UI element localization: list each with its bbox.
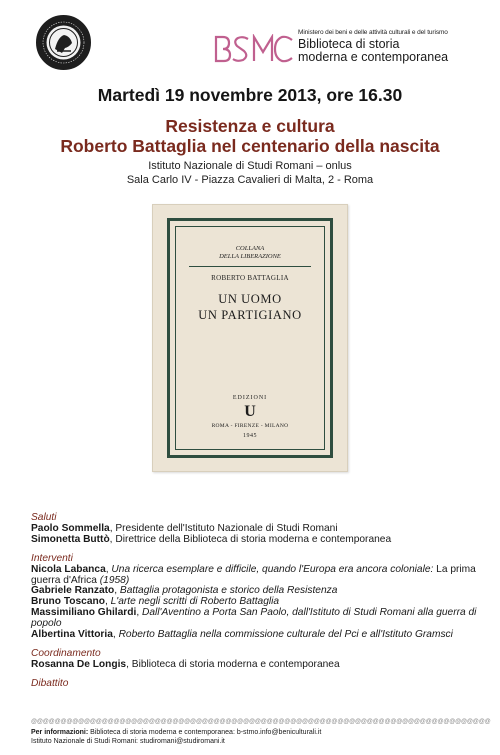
- talk-title: Battaglia protagonista e storico della Resistenza: [119, 585, 338, 597]
- book-cities: ROMA - FIRENZE - MILANO: [211, 423, 289, 429]
- book-title-line1: UN UOMO: [218, 292, 282, 306]
- separator: ,: [112, 629, 119, 641]
- separator: ,: [104, 596, 111, 608]
- info-label: Per informazioni:: [31, 728, 89, 736]
- speaker-name: Nicola Labanca: [31, 563, 106, 575]
- interventi-heading: Interventi: [31, 552, 73, 564]
- speaker-name: Massimiliano Ghilardi: [31, 607, 137, 619]
- info-line: [31, 728, 471, 738]
- book-series-line1: COLLANA: [235, 245, 265, 252]
- speaker-name: Bruno Toscano: [31, 596, 105, 608]
- speaker-entry: [31, 660, 481, 671]
- book-title: [175, 291, 325, 323]
- separator: ,: [114, 585, 120, 597]
- event-date: Martedì 19 novembre 2013, ore 16.30: [97, 85, 403, 105]
- info-text: Biblioteca di storia moderna e contemporanea: b-stmo.info@beniculturali.it: [88, 728, 322, 736]
- book-series: [175, 245, 325, 261]
- talk-title: Dall'Aventino a Porta San Paolo, dall'Istituto di Studi Romani alla guerra di popolo: [31, 607, 477, 630]
- event-title-line1: Resistenza e cultura: [165, 116, 335, 136]
- footer-separator: @@@@@@@@@@@@@@@@@@@@@@@@@@@@@@@@@@@@@@@@@@@@@@@@@@@@@@@@@@@@@@@@@@@@@@@@@@@@@@: [31, 719, 491, 725]
- footer: [31, 718, 491, 747]
- library-name-line2: moderna e contemporanea: [298, 50, 449, 64]
- ministry-label: Ministero dei beni e delle attività culturali e del turismo: [298, 29, 448, 36]
- book-publisher-mark: U: [244, 403, 256, 420]
- istituto-seal-logo: [36, 15, 91, 70]
- book-author: ROBERTO BATTAGLIA: [211, 274, 289, 282]
- speaker-role: , Presidente dell'Istituto Nazionale di Studi Romani: [109, 522, 338, 534]
- separator: ,: [136, 607, 142, 619]
- library-name-line1: Biblioteca di storia: [298, 37, 400, 51]
- talk-title-rest: La prima guerra d'Africa: [31, 563, 476, 586]
- event-venue: [0, 160, 500, 187]
- speaker-name: Albertina Vittoria: [31, 629, 113, 641]
- book-cover-image: [152, 204, 348, 472]
- bsmc-logo: [213, 34, 295, 64]
- program: [31, 513, 481, 690]
- book-title-line2: UN PARTIGIANO: [198, 308, 302, 322]
- dibattito-heading: Dibattito: [31, 677, 69, 689]
- event-title: [0, 116, 500, 156]
- speaker-entry: [31, 608, 481, 630]
- speaker-name: Paolo Sommella: [31, 522, 110, 534]
- speaker-role: , Direttrice della Biblioteca di storia moderna e contemporanea: [109, 533, 392, 545]
- venue-line2: Sala Carlo IV - Piazza Cavalieri di Malta, 2 - Roma: [126, 173, 374, 186]
- saluti-heading: Saluti: [31, 512, 57, 523]
- library-name: [298, 38, 448, 64]
- talk-title-year: (1958): [99, 574, 130, 586]
- event-title-line2: Roberto Battaglia nel centenario della nascita: [60, 136, 440, 156]
- book-publisher: EDIZIONI: [232, 395, 268, 401]
- coordinamento-heading: Coordinamento: [31, 647, 101, 659]
- book-series-line2: DELLA LIBERAZIONE: [219, 253, 281, 260]
- book-year: 1945: [243, 433, 257, 439]
- speaker-role: , Biblioteca di storia moderna e contemporanea: [126, 658, 340, 670]
- talk-title: Una ricerca esemplare e difficile, quando l'Europa era ancora coloniale:: [111, 563, 434, 575]
- talk-title: L'arte negli scritti di Roberto Battaglia: [110, 596, 280, 608]
- speaker-name: Gabriele Ranzato: [31, 585, 115, 597]
- speaker-entry: [31, 630, 481, 641]
- speaker-entry: [31, 565, 481, 587]
- talk-title: Roberto Battaglia nella commissione culturale del Pci e all'Istituto Gramsci: [118, 629, 453, 641]
- separator: ,: [105, 563, 112, 575]
- istituto-contact: Istituto Nazionale di Studi Romani: studiromani@studiromani.it: [31, 738, 225, 745]
- speaker-name: Simonetta Buttò: [31, 533, 110, 545]
- speaker-name: Rosanna De Longis: [31, 658, 127, 670]
- book-divider: [189, 266, 311, 267]
- venue-line1: Istituto Nazionale di Studi Romani – onlus: [148, 160, 352, 172]
- speaker-entry: [31, 535, 481, 546]
